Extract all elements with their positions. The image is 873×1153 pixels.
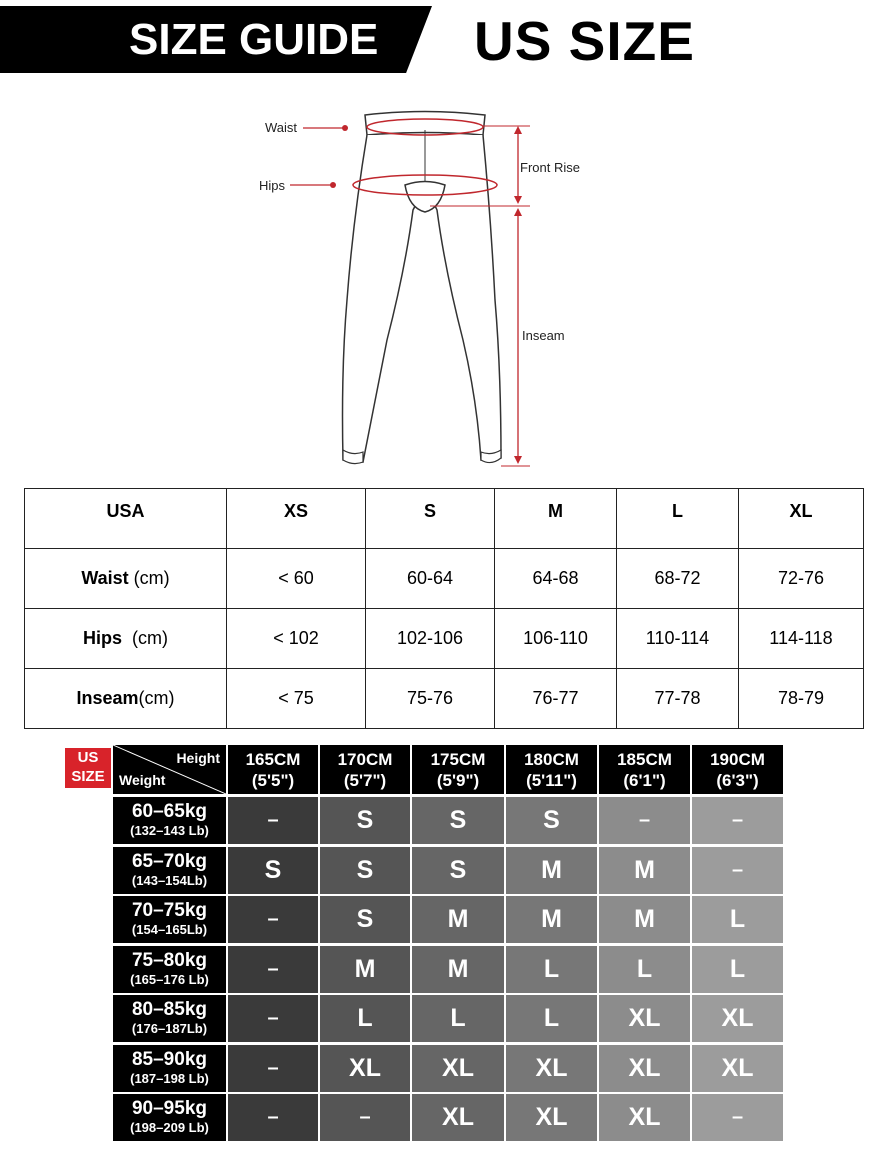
size-cell: – [228, 797, 318, 844]
size-cell: M [506, 847, 597, 894]
weight-kg: 85–90kg [131, 1048, 207, 1070]
size-cell: S [506, 797, 597, 844]
height-cm: 165CM [245, 750, 301, 769]
height-column-header [506, 745, 597, 794]
height-cm: 190CM [710, 750, 765, 769]
table-cell: 114-118 [739, 609, 864, 669]
size-cell: XL [506, 1094, 597, 1141]
size-cell: – [228, 896, 318, 943]
row-header [25, 609, 227, 669]
badge-line-1: US [77, 749, 99, 766]
height-column-header [320, 745, 410, 794]
pants-illustration [255, 100, 615, 480]
weight-lb: (154–165Lb) [131, 922, 208, 937]
table-cell: 75-76 [366, 669, 495, 729]
table-cell: 60-64 [366, 549, 495, 609]
waist-label: Waist [265, 120, 298, 135]
height-cm: 170CM [337, 750, 393, 769]
size-cell: L [506, 946, 597, 993]
size-cell: M [506, 896, 597, 943]
row-unit: (cm) [122, 628, 168, 648]
height-column-header [228, 745, 318, 794]
height-column-header [412, 745, 504, 794]
height-cm: 185CM [617, 750, 672, 769]
table-cell: 78-79 [739, 669, 864, 729]
weight-row-label [113, 1045, 226, 1092]
size-header: L [617, 489, 739, 549]
us-size-title: US SIZE [474, 10, 695, 72]
size-cell: S [320, 797, 410, 844]
table-cell: < 102 [227, 609, 366, 669]
size-header: S [366, 489, 495, 549]
size-cell: XL [412, 1094, 504, 1141]
front-rise-label: Front Rise [520, 160, 580, 175]
inseam-label: Inseam [522, 328, 565, 343]
size-cell: XL [692, 995, 783, 1042]
table-cell: 110-114 [617, 609, 739, 669]
pants-diagram [255, 100, 615, 480]
table-header-row [25, 489, 864, 549]
height-cm: 180CM [524, 750, 579, 769]
size-cell: S [320, 896, 410, 943]
size-cell: L [599, 946, 690, 993]
size-cell: – [228, 1094, 318, 1141]
height-ft: (6'3") [716, 771, 759, 790]
table-cell: 68-72 [617, 549, 739, 609]
size-cell: L [692, 896, 783, 943]
table-row-waist [25, 549, 864, 609]
row-label: Hips [83, 628, 123, 648]
size-cell: M [599, 896, 690, 943]
weight-kg: 70–75kg [131, 900, 207, 921]
row-unit: (cm) [138, 688, 175, 708]
weight-row-label [113, 995, 226, 1042]
size-cell: S [228, 847, 318, 894]
size-cell: S [412, 847, 504, 894]
size-cell: – [228, 1045, 318, 1092]
table-cell: 106-110 [495, 609, 617, 669]
height-column-header [599, 745, 690, 794]
size-measurements-table [24, 488, 864, 729]
size-cell: XL [599, 1045, 690, 1092]
weight-kg: 65–70kg [131, 850, 207, 872]
row-unit: (cm) [128, 568, 170, 588]
weight-lb: (176–187Lb) [131, 1021, 208, 1036]
weight-row-label [113, 1094, 226, 1141]
height-cm: 175CM [430, 750, 486, 769]
table-row-inseam [25, 669, 864, 729]
height-ft: (5'9") [436, 771, 480, 790]
size-cell: S [412, 797, 504, 844]
weight-kg: 90–95kg [131, 1098, 207, 1119]
size-cell: – [228, 995, 318, 1042]
row-header [25, 549, 227, 609]
table-corner-label: USA [25, 489, 227, 549]
table-cell: 102-106 [366, 609, 495, 669]
size-cell: – [599, 797, 690, 844]
size-cell: XL [692, 1045, 783, 1092]
height-column-header [692, 745, 783, 794]
height-axis-label: Height [176, 750, 220, 766]
height-ft: (5'11") [526, 771, 577, 790]
table-cell: 64-68 [495, 549, 617, 609]
weight-axis-label: Weight [119, 772, 166, 788]
weight-row-label [113, 946, 226, 993]
badge-line-2: SIZE [71, 768, 105, 785]
size-cell: XL [506, 1045, 597, 1092]
size-cell: – [228, 946, 318, 993]
size-cell: M [412, 946, 504, 993]
grid-corner [113, 745, 226, 794]
size-cell: S [320, 847, 410, 894]
table-cell: < 75 [227, 669, 366, 729]
weight-row-label [113, 896, 226, 943]
size-guide-title: SIZE GUIDE [129, 15, 379, 64]
weight-lb: (198–209 Lb) [130, 1120, 209, 1135]
weight-lb: (143–154Lb) [131, 872, 208, 888]
weight-row-label [113, 847, 226, 894]
row-label: Waist [81, 568, 129, 588]
height-ft: (5'5") [251, 771, 295, 790]
weight-kg: 60–65kg [131, 801, 207, 822]
height-ft: (6'1") [623, 771, 666, 790]
weight-lb: (132–143 Lb) [130, 823, 209, 838]
size-cell: – [692, 847, 783, 894]
size-cell: M [412, 896, 504, 943]
weight-row-label [113, 797, 226, 844]
table-cell: 72-76 [739, 549, 864, 609]
weight-kg: 80–85kg [131, 999, 207, 1020]
size-cell: XL [599, 1094, 690, 1141]
table-cell: 76-77 [495, 669, 617, 729]
size-header: M [495, 489, 617, 549]
size-cell: – [692, 1094, 783, 1141]
size-cell: M [320, 946, 410, 993]
row-header [25, 669, 227, 729]
size-cell: L [692, 946, 783, 993]
weight-kg: 75–80kg [131, 949, 207, 971]
size-cell: L [506, 995, 597, 1042]
size-header: XS [227, 489, 366, 549]
table-row-hips [25, 609, 864, 669]
size-cell: – [692, 797, 783, 844]
weight-lb: (187–198 Lb) [130, 1070, 209, 1086]
size-cell: – [320, 1094, 410, 1141]
table-cell: < 60 [227, 549, 366, 609]
row-label: Inseam [76, 688, 139, 708]
size-header: XL [739, 489, 864, 549]
weight-lb: (165–176 Lb) [130, 971, 209, 987]
size-cell: XL [412, 1045, 504, 1092]
size-cell: L [412, 995, 504, 1042]
hips-label: Hips [259, 178, 286, 193]
size-cell: XL [599, 995, 690, 1042]
height-ft: (5'7") [343, 771, 387, 790]
size-cell: M [599, 847, 690, 894]
size-cell: XL [320, 1045, 410, 1092]
us-size-badge [65, 748, 111, 788]
size-cell: L [320, 995, 410, 1042]
table-cell: 77-78 [617, 669, 739, 729]
